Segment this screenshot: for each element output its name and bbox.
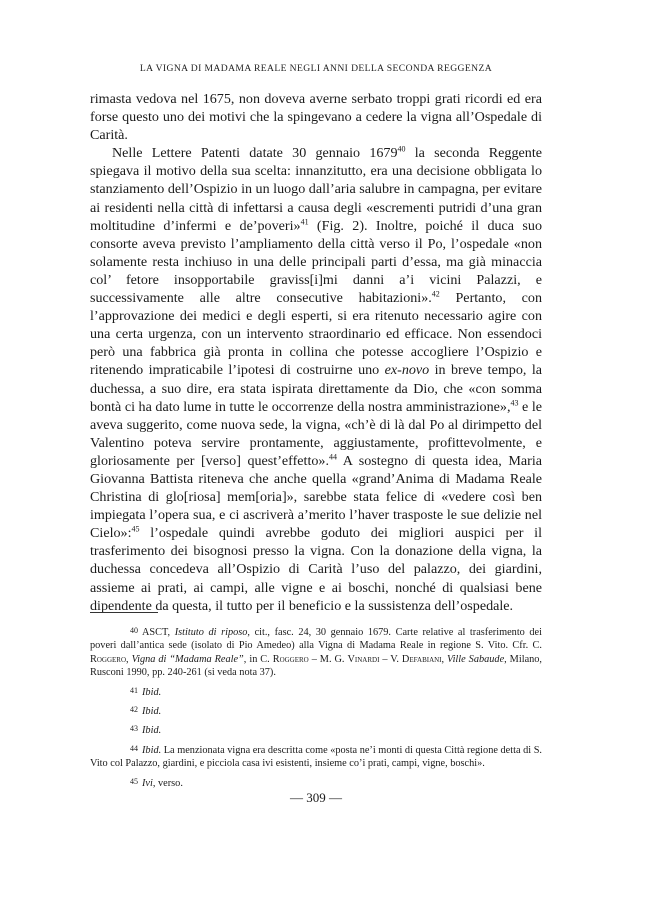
- main-text: [90, 90, 542, 615]
- footnote-45: 45 Ivi, verso.: [130, 776, 183, 789]
- footnote-ref-44[interactable]: 44: [329, 452, 337, 462]
- footnotes: [90, 624, 542, 794]
- footnote-ref-41[interactable]: 41: [300, 216, 309, 226]
- paragraph-2: Nelle Lettere Patenti datate 30 gennaio 1679$^{40}$ la seconda Reggente spiegava il motivo della sua scelta: innanzitutto, era una decisione obbligata lo stanziamento dell’Ospizio in un luogo dall’aria salubre in campagna, per evitare ai residenti nella città di infettarsi a causa degli «escrementi putridi d’una gran moltitudine d’infermi e de’poveri»$^{41}$ (Fig. 2). Inoltre, poiché il duca suo consorte aveva previsto l’ampliamento della città verso il Po, l’ospedale «non solamente resta inchiuso in una delle principali parti d’essa, ma già minaccia col’ fetore insopportabile graviss[i]mi danni a’i vicini Palazzi, e successivamente alle altre consecutive habitazioni».$^{42}$ Pertanto, con l’approvazione dei medici e degli esperti, si era ritenuto necessario agire con una certa urgenza, con un intervento straordinario ed efficace. Non essendoci però una fabbrica già pronta in collina che potesse accogliere l’Ospizio e ritenendo impraticabile l’ipotesi di costruirne uno ex-novo in breve tempo, la duchessa, a suo dire, era stata ispirata direttamente da Dio, che «con somma bontà ci ha dato lume in tutte le occorrenze della nostra amministrazione»,$^{43}$ e le aveva suggerito, come nuova sede, la vigna, «ch’è di là dal Po al dirimpetto del Valentino poteva servire prontamente, aggiustamente, profittevolmente, e gloriosamente per [verso] quest’effetto».$^{44}$ A sostegno di questa idea, Maria Giovanna Battista riteneva che anche quella «grand’Anima di Madama Reale Christina di glo[riosa] mem[oria]», sarebbe stata felice di «vedere così ben impiegata l’opera sua, e ci ascriverà a’merito l’haver trasposte le sue delizie nel Cielo»:$^{45}$ l’ospedale quindi avrebbe goduto dei migliori auspici per il trasferimento dei bisognosi presso la vigna. Con la donazione della vigna, la duchessa concedeva all’Ospizio di Carità l’uso del palazzo, dei giardini, assieme ai prati, ai campi, alle vigne e ai boschi, nonché di qualsiasi bene dipendente da questa, il tutto per il beneficio e la sussistenza dell’ospedale.: [90, 144, 543, 614]
- footnote-ref-43[interactable]: 43: [510, 397, 519, 407]
- footnote-ref-45[interactable]: 45: [131, 524, 140, 534]
- footnote-ref-40[interactable]: 40: [397, 144, 406, 154]
- footnote-44: 44 Ibid. La menzionata vigna era descritta come «posta ne’i monti di questa Città regione detta di S. Vito col Palazzo, giardini, e picciola casa ivi esistenti, insieme co’i prati, campi, vigne, boschi».: [90, 743, 542, 770]
- footnote-ref-42[interactable]: 42: [431, 289, 440, 299]
- page-number: — 309 —: [290, 790, 342, 805]
- footnote-41: 41 Ibid.: [130, 685, 162, 698]
- footnote-40: 40 ASCT, Istituto di riposo, cit., fasc. 24, 30 gennaio 1679. Carte relative al trasferimento dei poveri dall’antica sede (isolato di Pio Amedeo) alla Vigna di Madama Reale in regione S. Vito. Cfr. C. Roggero, Vigna di “Madama Reale”, in C. Roggero – M. G. Vinardi – V. Defabiani, Ville Sabaude, Milano, Rusconi 1990, pp. 240-261 (si veda nota 37).: [90, 626, 543, 679]
- footnote-43: 43 Ibid.: [130, 724, 162, 737]
- paragraph-1: rimasta vedova nel 1675, non doveva averne serbato troppi grati ricordi ed era forse questo uno dei motivi che la spingevano a cedere la vigna all’Ospedale di Carità.: [90, 91, 542, 144]
- running-head: LA VIGNA DI MADAMA REALE NEGLI ANNI DELLA SECONDA REGGENZA: [139, 63, 493, 74]
- footnote-separator: [90, 612, 158, 613]
- footnote-42: 42 Ibid.: [130, 705, 162, 718]
